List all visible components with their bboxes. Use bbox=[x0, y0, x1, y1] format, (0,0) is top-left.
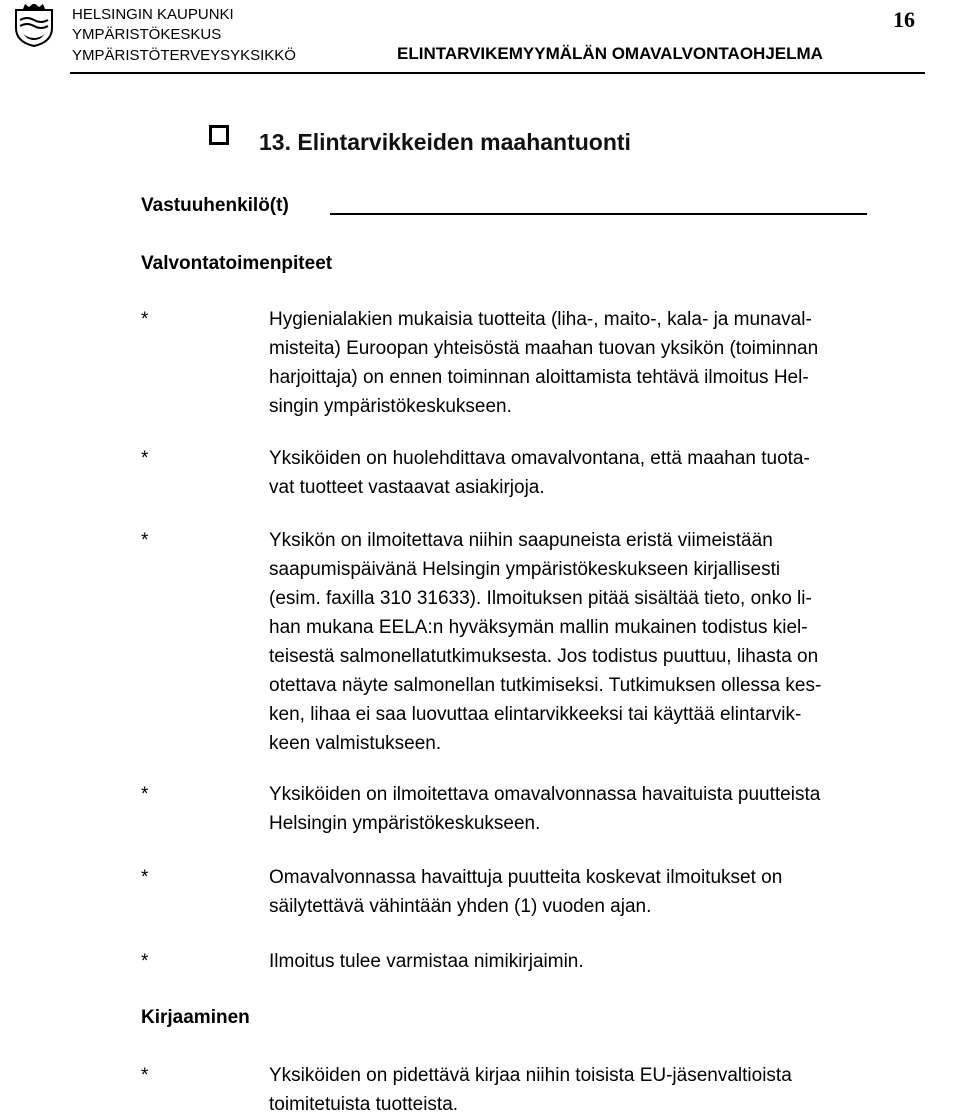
text-line: singin ympäristökeskukseen. bbox=[269, 396, 512, 417]
text-line: han mukana EELA:n hyväksymän mallin mukainen todistus kiel- bbox=[269, 617, 808, 638]
text-line: Yksiköiden on pidettävä kirjaa niihin toisista EU-jäsenvaltioista bbox=[269, 1065, 792, 1086]
text-line: Yksiköiden on ilmoitettava omavalvonnassa havaituista puutteista bbox=[269, 784, 821, 805]
text-line: Omavalvonnassa havaittuja puutteita koskevat ilmoitukset on bbox=[269, 867, 783, 888]
text-line: otettava näyte salmonellan tutkimiseksi. Tutkimuksen ollessa kes- bbox=[269, 675, 822, 696]
text-line: teisestä salmonellatutkimuksesta. Jos todistus puuttuu, lihasta on bbox=[269, 646, 819, 667]
text-line: keen valmistukseen. bbox=[269, 733, 442, 754]
text-line: (esim. faxilla 310 31633). Ilmoituksen pitää sisältää tieto, onko li- bbox=[269, 588, 812, 609]
text-line: Yksiköiden on huolehdittava omavalvontana, että maahan tuota- bbox=[269, 448, 810, 469]
text-line: säilytettävä vähintään yhden (1) vuoden ajan. bbox=[269, 896, 652, 917]
text-line: Ilmoitus tulee varmistaa nimikirjaimin. bbox=[269, 951, 584, 972]
text-line: Helsingin ympäristökeskukseen. bbox=[269, 813, 541, 834]
header-unit: YMPÄRISTÖTERVEYSYKSIKKÖ bbox=[72, 47, 296, 64]
section-title: 13. Elintarvikkeiden maahantuonti bbox=[259, 129, 631, 155]
control-heading: Valvontatoimenpiteet bbox=[141, 253, 333, 274]
document-title: ELINTARVIKEMYYMÄLÄN OMAVALVONTAOHJELMA bbox=[397, 44, 823, 63]
control-item-3 bbox=[269, 526, 959, 758]
text-line: harjoittaja) on ennen toiminnan aloittamista tehtävä ilmoitus Hel- bbox=[269, 367, 809, 388]
bullet-marker: * bbox=[141, 1065, 149, 1086]
responsible-input-line[interactable] bbox=[330, 213, 867, 215]
text-line: Yksikön on ilmoitettava niihin saapuneista eristä viimeistään bbox=[269, 530, 773, 551]
helsinki-crest-icon bbox=[11, 4, 57, 48]
records-heading: Kirjaaminen bbox=[141, 1007, 250, 1028]
bullet-marker: * bbox=[141, 867, 149, 888]
control-item-6 bbox=[269, 947, 959, 976]
records-item-1 bbox=[269, 1061, 959, 1119]
responsible-label: Vastuuhenkilö(t) bbox=[141, 195, 289, 216]
bullet-marker: * bbox=[141, 784, 149, 805]
page-number: 16 bbox=[893, 7, 915, 32]
section-checkbox[interactable] bbox=[209, 125, 229, 145]
control-item-1 bbox=[269, 305, 959, 421]
text-line: misteita) Euroopan yhteisöstä maahan tuovan yksikön (toiminnan bbox=[269, 338, 819, 359]
bullet-marker: * bbox=[141, 951, 149, 972]
bullet-marker: * bbox=[141, 309, 149, 330]
control-item-2 bbox=[269, 444, 959, 502]
bullet-marker: * bbox=[141, 448, 149, 469]
control-item-4 bbox=[269, 780, 959, 838]
text-line: saapumispäivänä Helsingin ympäristökeskukseen kirjallisesti bbox=[269, 559, 781, 580]
text-line: toimitetuista tuotteista. bbox=[269, 1094, 459, 1115]
header-center: YMPÄRISTÖKESKUS bbox=[72, 26, 222, 43]
header-city: HELSINGIN KAUPUNKI bbox=[72, 6, 234, 23]
control-item-5 bbox=[269, 863, 959, 921]
bullet-marker: * bbox=[141, 530, 149, 551]
header-divider bbox=[70, 72, 925, 74]
text-line: vat tuotteet vastaavat asiakirjoja. bbox=[269, 477, 545, 498]
text-line: Hygienialakien mukaisia tuotteita (liha-, maito-, kala- ja munaval- bbox=[269, 309, 812, 330]
text-line: ken, lihaa ei saa luovuttaa elintarvikkeeksi tai käyttää elintarvik- bbox=[269, 704, 802, 725]
